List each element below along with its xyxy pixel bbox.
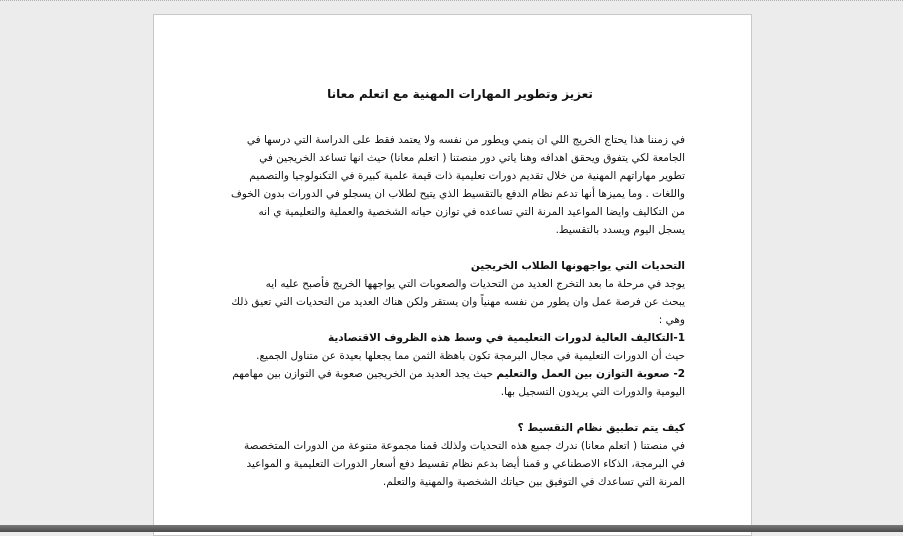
document-title: تعزيز وتطوير المهارات المهنية مع اتعلم معانا — [327, 87, 593, 101]
text-line: يسجل اليوم ويسدد بالتقسيط. — [555, 224, 685, 236]
text-line: يوجد في مرحلة ما بعد التخرج العديد من التحديات والصعوبات التي يواجهها الخريج فأصبح عليه ايه — [265, 278, 685, 290]
text-line: من التكاليف وايضا المواعيد المرنة التي تساعده في توازن حياته الشخصية والعملية والتعليمية ي انه — [258, 206, 685, 218]
text-line: يبحث عن فرصة عمل وان يطور من نفسه مهنياً وان يستقر ولكن هناك العديد من التحديات التي تعيق ذلك — [231, 296, 685, 308]
list-item-2 — [215, 365, 685, 383]
text-line: الجامعة لكي يتفوق ويحقق اهدافه وهنا ياتي دور منصتنا ( اتعلم معانا) حيث انها تساعد الخريجين في — [259, 152, 685, 164]
bottom-bar — [0, 525, 903, 532]
text-line: المرنة التي تساعدك في التوفيق بين حياتك الشخصية والمهنية والتعلم. — [382, 476, 685, 488]
document-body — [215, 87, 685, 491]
text-line: تطوير مهاراتهم المهنية من خلال تقديم دورات تعليمية ذات قيمة علمية كبيرة في التكنولوجيا والتصميم — [249, 170, 685, 182]
text-line: في البرمجة، الذكاء الاصطناعي و قمنا أيضا بدعم نظام تقسيط دفع أسعار الدورات التعليمية و المواعيد — [246, 458, 685, 470]
text-line: حيث يجد العديد من الخريجين صعوبة في التوازن بين مهامهم — [232, 368, 497, 380]
intro-paragraph — [215, 131, 685, 239]
text-line: وهي : — [658, 314, 685, 326]
text-line: حيث أن الدورات التعليمية في مجال البرمجة تكون باهظة الثمن مما يجعلها بعيدة عن متناول الجميع. — [256, 350, 685, 362]
section-heading: كيف يتم تطبيق نظام التقسيط ؟ — [517, 422, 685, 434]
list-item-heading: 1-التكاليف العالية لدورات التعليمية في وسط هذه الظروف الاقتصادية — [327, 332, 685, 344]
document-page[interactable] — [153, 14, 752, 536]
text-line: اليومية والدورات التي يريدون التسجيل بها. — [500, 386, 685, 398]
section-heading: التحديات التي يواجهونها الطلاب الخريجين — [470, 260, 685, 272]
text-line: واللغات . وما يميزها أنها تدعم نظام الدفع بالتقسيط الذي يتيح لطلاب ان يسجلو في الدورات بدون الخوف — [230, 188, 685, 200]
list-item-heading: 2- صعوبة التوازن بين العمل والتعليم — [496, 368, 685, 380]
text-line: في منصتنا ( اتعلم معانا) ندرك جميع هذه التحديات ولذلك قمنا مجموعة متنوعة من الدورات المتخصصة — [244, 440, 685, 452]
text-line: في زمننا هذا يحتاج الخريج اللي ان ينمي ويطور من نفسه ولا يعتمد فقط على الدراسة التي درسها في — [246, 134, 685, 146]
top-ruler — [0, 0, 903, 5]
